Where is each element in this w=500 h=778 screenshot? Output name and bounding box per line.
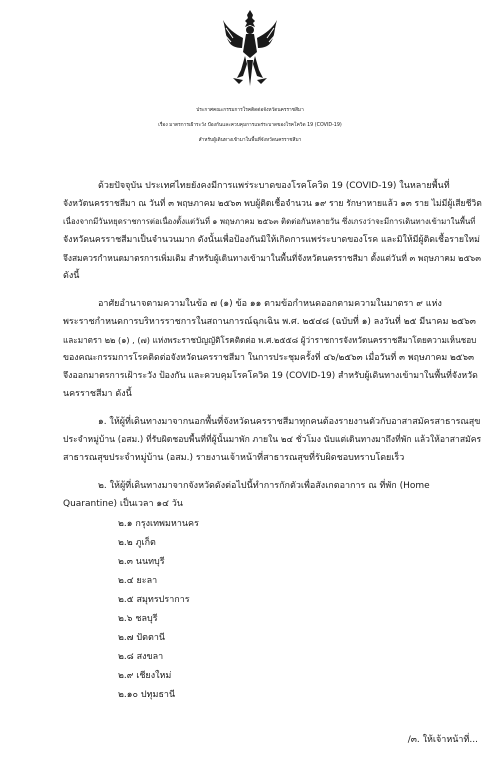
para1-line: จังหวัดนครราชสีมาเป็นจำนวนมาก ดังนั้นเพื่อป้องกันมิให้เกิดการแพร่ระบาดของโรค และมิให้มีผู้ติดเชื้อรายใหม่ [63,235,480,245]
province-item: ๒.๑๐ ปทุมธานี [118,690,176,700]
para2-line: และมาตรา ๒๒ (๑) , (๗) แห่งพระราชบัญญัติโรคติดต่อ พ.ศ.๒๕๕๘ ผู้ว่าราชการจังหวัดนครราชสีมาโดยความเห็นชอบ [63,335,477,345]
para1-line: จังหวัดนครราชสีมา ณ วันที่ ๓ พฤษภาคม ๒๕๖๓ พบผู้ติดเชื้อจำนวน ๑๙ ราย รักษาหายแล้ว ๑๓ ราย ไม่มีผู้เสียชีวิต [63,199,482,209]
province-item: ๒.๘ สงขลา [118,652,164,662]
province-item: ๒.๔ ยะลา [118,576,158,586]
para2-line: อาศัยอำนาจตามความในข้อ ๗ (๑) ข้อ ๑๑ ตามข้อกำหนดออกตามความในมาตรา ๙ แห่ง [98,299,442,309]
para2-line: พระราชกำหนดการบริหารราชการในสถานการณ์ฉุกเฉิน พ.ศ. ๒๕๔๘ (ฉบับที่ ๑) ลงวันที่ ๒๕ มีนาคม ๒๕๖๓ [63,317,476,327]
para1-line: ด้วยปัจจุบัน ประเทศไทยยังคงมีการแพร่ระบาดของโรคโควิด 19 (COVID-19) ในหลายพื้นที่ [98,181,450,191]
province-item: ๒.๕ สมุทรปราการ [118,595,190,605]
para2-line: จึงออกมาตรการเฝ้าระวัง ป้องกัน และควบคุมโรคโควิด 19 (COVID-19) สำหรับผู้เดินทางเข้ามาในพื้นที่จังหวัด [63,371,478,381]
item1-line: ๑. ให้ผู้ที่เดินทางมาจากนอกพื้นที่จังหวัดนครราชสีมาทุกคนต้องรายงานตัวกับอาสาสมัครสาธารณสุข [98,417,481,427]
announcement-scope: สำหรับผู้เดินทางเข้ามาในพื้นที่จังหวัดนครราชสีมา [198,138,302,143]
province-item: ๒.๗ ปัตตานี [118,633,166,643]
province-item: ๒.๓ นนทบุรี [118,557,165,567]
item1-line: ประจำหมู่บ้าน (อสม.) ที่รับผิดชอบพื้นที่ที่ผู้นั้นมาพัก ภายใน ๒๔ ชั่วโมง นับแต่เดินทางมาถึงที่พัก แล้วให้อาสาสมัคร [63,435,482,445]
province-item: ๒.๖ ชลบุรี [118,614,158,624]
item1-line: สาธารณสุขประจำหมู่บ้าน (อสม.) รายงานเจ้าหน้าที่สาธารณสุขที่รับผิดชอบทราบโดยเร็ว [63,453,405,463]
item2-line: Quarantine) เป็นเวลา ๑๔ วัน [63,499,183,509]
announcement-title: ประกาศคณะกรรมการโรคติดต่อจังหวัดนครราชสีมา [196,108,304,113]
province-item: ๒.๙ เชียงใหม่ [118,671,172,681]
province-item: ๒.๒ ภูเก็ต [118,538,156,548]
para1-line: จึงสมควรกำหนดมาตรการเพิ่มเติม สำหรับผู้เดินทางเข้ามาในพื้นที่จังหวัดนครราชสีมา ตั้งแต่วันที่ ๓ พฤษภาคม ๒๕๖๓ [63,253,481,263]
item2-line: ๒. ให้ผู้ที่เดินทางมาจากจังหวัดดังต่อไปนี้ทำการกักตัวเพื่อสังเกตอาการ ณ ที่พัก (Home [98,481,430,491]
page-continuation: /๓. ให้เจ้าหน้าที่... [407,735,478,745]
para2-line: นครราชสีมา ดังนี้ [63,389,132,399]
province-item: ๒.๑ กรุงเทพมหานคร [118,519,199,529]
announcement-subject: เรื่อง มาตรการเฝ้าระวัง ป้องกันและควบคุมการแพร่ระบาดของโรคโควิด 19 (COVID-19) [158,123,342,128]
garuda-emblem-icon [221,8,279,90]
para1-line: ดังนี้ [63,271,80,281]
para2-line: ของคณะกรรมการโรคติดต่อจังหวัดนครราชสีมา ในการประชุมครั้งที่ ๔๖/๒๕๖๓ เมื่อวันที่ ๓ พฤษภาคม ๒๕๖๓ [63,353,475,363]
para1-line: เนื่องจากมีวันหยุดราชการต่อเนื่องตั้งแต่วันที่ ๑ พฤษภาคม ๒๕๖๓ ติดต่อกันหลายวัน ซึ่งเกรงว่าจะมีการเดินทางเข้ามาในพื้นที่ [63,217,476,226]
